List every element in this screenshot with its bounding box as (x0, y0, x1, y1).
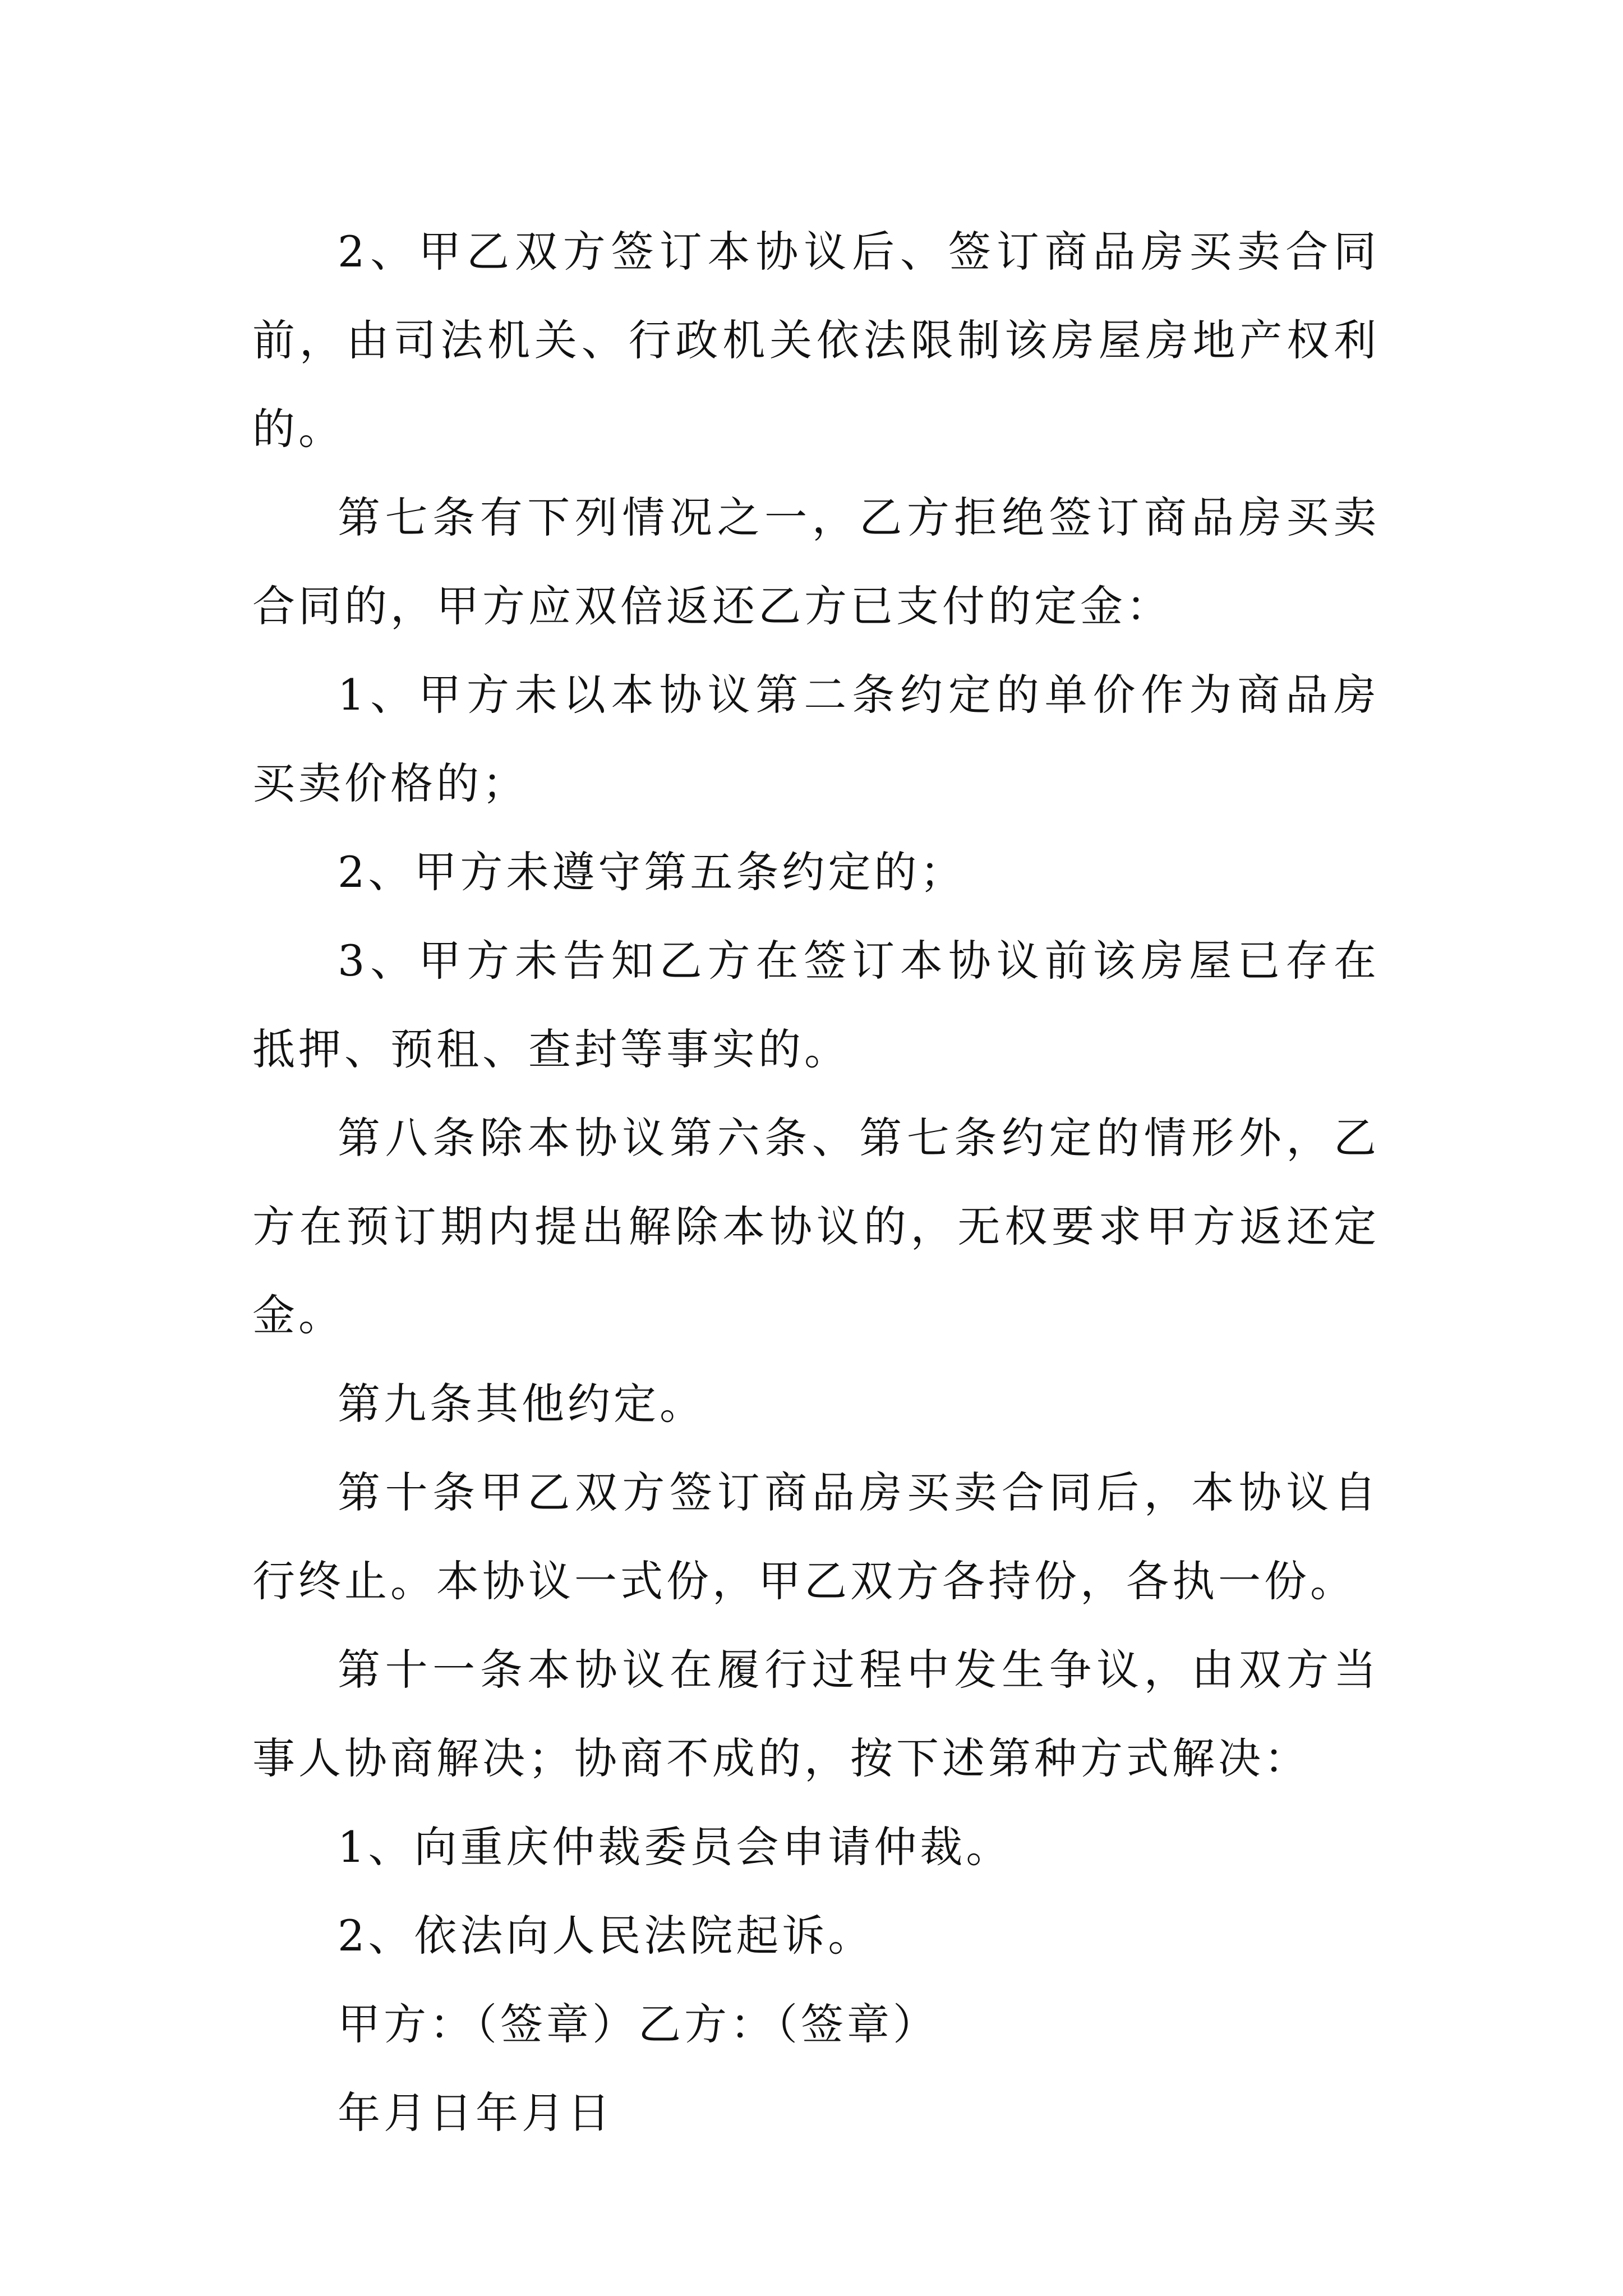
clause-11: 第十一条本协议在履行过程中发生争议，由双方当事人协商解决；协商不成的，按下述第种方式解决： (252, 1645, 1380, 1783)
clause-7-item-3: 3、甲方未告知乙方在签订本协议前该房屋已存在抵押、预租、查封等事实的。 (252, 936, 1380, 1074)
document-body (252, 208, 1380, 2157)
signature-line: 甲方：（签章）乙方：（签章） (338, 1999, 939, 2049)
clause-11-option-2: 2、依法向人民法院起诉。 (338, 1911, 874, 1961)
clause-8: 第八条除本协议第六条、第七条约定的情形外，乙方在预订期内提出解除本协议的，无权要求甲方返还定金。 (252, 1113, 1380, 1340)
date-line: 年月日年月日 (338, 2088, 614, 2138)
clause-7: 第七条有下列情况之一，乙方拒绝签订商品房买卖合同的，甲方应双倍返还乙方已支付的定金： (252, 493, 1380, 631)
clause-11-option-1: 1、向重庆仲裁委员会申请仲裁。 (338, 1822, 1012, 1872)
clause-7-item-1: 1、甲方未以本协议第二条约定的单价作为商品房买卖价格的； (252, 670, 1380, 808)
clause-6-item-2: 2、甲乙双方签订本协议后、签订商品房买卖合同前，由司法机关、行政机关依法限制该房屋房地产权利的。 (252, 227, 1380, 454)
clause-9: 第九条其他约定。 (338, 1379, 706, 1429)
clause-7-item-2: 2、甲方未遵守第五条约定的； (338, 847, 966, 897)
clause-10: 第十条甲乙双方签订商品房买卖合同后，本协议自行终止。本协议一式份，甲乙双方各持份，各执一份。 (252, 1467, 1380, 1606)
